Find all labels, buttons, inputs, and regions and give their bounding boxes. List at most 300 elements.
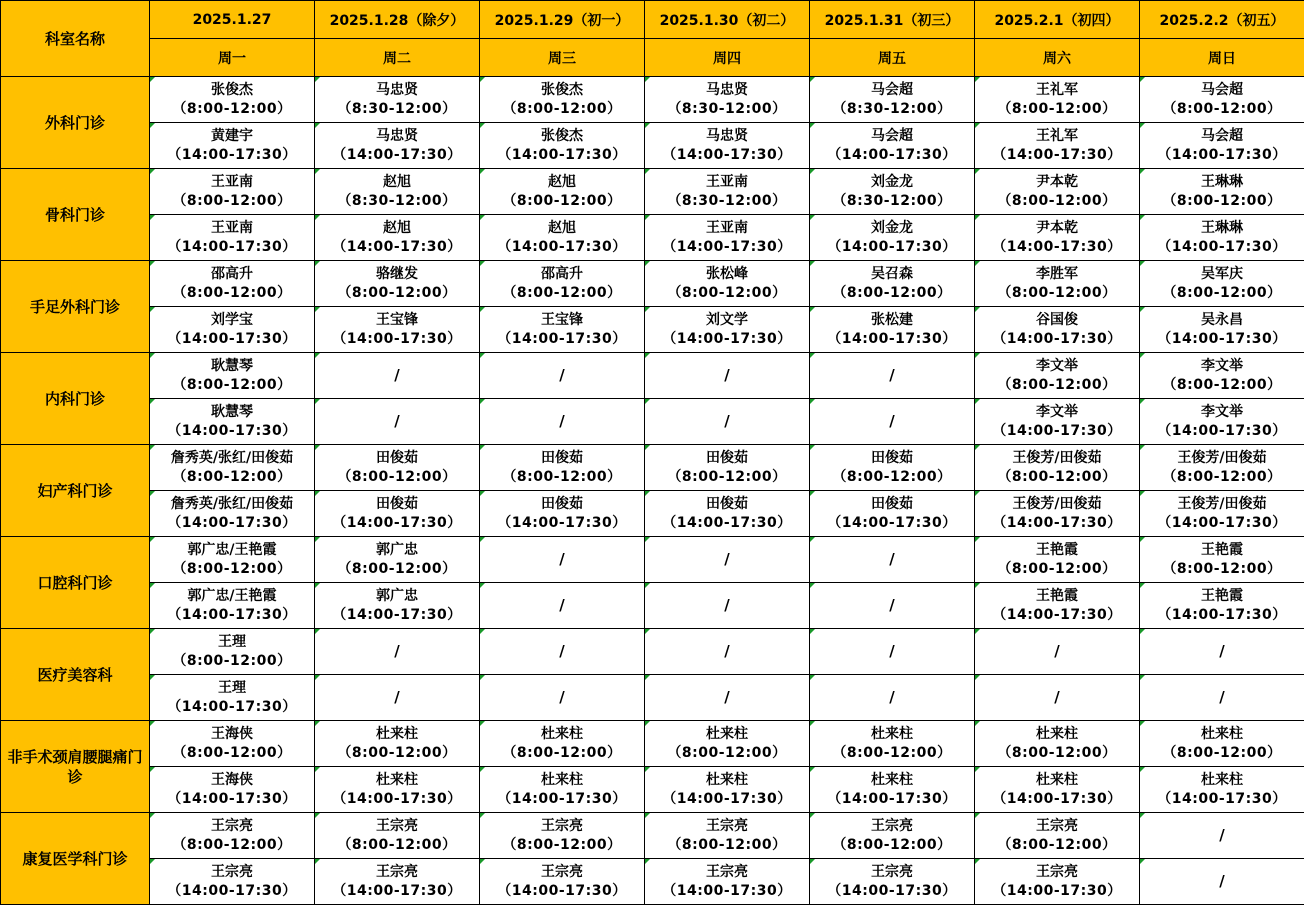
cell-marker-icon [315,215,320,220]
schedule-cell [1140,215,1304,261]
clinic-hours: （14:00-17:30） [497,514,627,531]
clinic-hours: （8:30-12:00） [832,100,952,117]
schedule-cell [480,261,645,307]
doctor-name: 刘学宝 [211,311,253,328]
department-name: 外科门诊 [1,77,150,169]
cell-marker-icon [645,675,650,680]
clinic-hours: （8:30-12:00） [337,100,457,117]
doctor-name: 吴召森 [871,265,913,282]
cell-marker-icon [150,261,155,266]
cell-marker-icon [480,491,485,496]
schedule-cell [975,537,1140,583]
doctor-name: 李文举 [1201,403,1243,420]
schedule-cell [315,169,480,215]
cell-marker-icon [1140,491,1145,496]
doctor-name: 杜来柱 [1201,725,1243,742]
department-name: 医疗美容科 [1,629,150,721]
clinic-hours: （8:00-12:00） [1162,560,1282,577]
cell-marker-icon [975,721,980,726]
schedule-cell [975,261,1140,307]
doctor-name: 田俊茹 [706,449,748,466]
cell-marker-icon [150,583,155,588]
clinic-hours: （14:00-17:30） [1157,606,1287,623]
schedule-cell [480,169,645,215]
clinic-hours: （8:00-12:00） [337,744,457,761]
cell-marker-icon [975,491,980,496]
doctor-name: 杜来柱 [706,771,748,788]
clinic-hours: （8:00-12:00） [1162,376,1282,393]
cell-marker-icon [315,675,320,680]
schedule-cell [645,537,810,583]
schedule-cell [1140,583,1304,629]
schedule-cell [1140,445,1304,491]
cell-marker-icon [315,123,320,128]
no-clinic-mark: / [724,365,730,384]
cell-marker-icon [645,215,650,220]
doctor-name: 王亚南 [706,219,748,236]
schedule-cell [645,491,810,537]
clinic-hours: （8:00-12:00） [1162,284,1282,301]
cell-marker-icon [810,399,815,404]
doctor-name: 杜来柱 [706,725,748,742]
no-clinic-mark: / [724,641,730,660]
doctor-name: 赵旭 [383,219,411,236]
cell-marker-icon [315,813,320,818]
table-row [1,445,1304,491]
doctor-name: 王宗亮 [376,817,418,834]
doctor-name: 刘金龙 [871,219,913,236]
doctor-name: 马会超 [1201,81,1243,98]
schedule-cell [1140,399,1304,445]
table-row [1,307,1304,353]
cell-marker-icon [810,859,815,864]
schedule-cell [975,445,1140,491]
schedule-cell [150,629,315,675]
doctor-name: 詹秀英/张红/田俊茹 [170,449,294,466]
cell-marker-icon [810,813,815,818]
table-row [1,215,1304,261]
department-name: 非手术颈肩腰腿痛门诊 [1,721,150,813]
schedule-cell [645,399,810,445]
schedule-cell [480,215,645,261]
cell-marker-icon [315,767,320,772]
schedule-cell [810,123,975,169]
schedule-cell [150,261,315,307]
clinic-hours: （14:00-17:30） [497,238,627,255]
doctor-name: 马忠贤 [706,127,748,144]
table-row [1,813,1304,859]
schedule-cell [150,767,315,813]
cell-marker-icon [315,445,320,450]
cell-marker-icon [480,215,485,220]
schedule-cell [480,445,645,491]
schedule-cell [975,399,1140,445]
cell-marker-icon [315,491,320,496]
doctor-name: 王宗亮 [541,817,583,834]
date-header: 2025.1.29（初一） [480,1,645,39]
no-clinic-mark: / [889,687,895,706]
doctor-name: 张松建 [871,311,913,328]
no-clinic-mark: / [724,687,730,706]
schedule-cell [1140,491,1304,537]
no-clinic-mark: / [889,549,895,568]
schedule-cell [810,629,975,675]
clinic-hours: （14:00-17:30） [992,422,1122,439]
cell-marker-icon [645,537,650,542]
clinic-hours: （8:00-12:00） [172,376,292,393]
table-row [1,491,1304,537]
cell-marker-icon [645,721,650,726]
clinic-hours: （8:00-12:00） [832,468,952,485]
schedule-cell [315,123,480,169]
schedule-cell [810,215,975,261]
schedule-cell [150,77,315,123]
clinic-hours: （14:00-17:30） [827,882,957,899]
cell-marker-icon [315,353,320,358]
schedule-cell [480,721,645,767]
schedule-cell [975,721,1140,767]
schedule-cell [150,491,315,537]
schedule-cell [480,859,645,905]
clinic-hours: （8:00-12:00） [1162,744,1282,761]
clinic-hours: （14:00-17:30） [167,514,297,531]
schedule-cell [810,813,975,859]
date-header: 2025.2.1（初四） [975,1,1140,39]
clinic-hours: （14:00-17:30） [497,146,627,163]
clinic-hours: （8:00-12:00） [667,284,787,301]
clinic-hours: （8:00-12:00） [1162,192,1282,209]
schedule-cell [810,767,975,813]
schedule-cell [150,537,315,583]
schedule-cell [315,813,480,859]
cell-marker-icon [645,123,650,128]
schedule-cell [480,123,645,169]
department-column-header: 科室名称 [1,1,150,77]
schedule-cell [975,859,1140,905]
table-body [1,77,1304,905]
schedule-cell [315,261,480,307]
no-clinic-mark: / [724,411,730,430]
clinic-hours: （8:00-12:00） [1162,100,1282,117]
cell-marker-icon [975,767,980,772]
department-name: 康复医学科门诊 [1,813,150,905]
cell-marker-icon [150,307,155,312]
no-clinic-mark: / [559,595,565,614]
no-clinic-mark: / [559,411,565,430]
clinic-hours: （8:00-12:00） [502,192,622,209]
cell-marker-icon [810,767,815,772]
schedule-cell [645,307,810,353]
no-clinic-mark: / [889,365,895,384]
schedule-cell [150,215,315,261]
doctor-name: 王宗亮 [376,863,418,880]
clinic-hours: （8:00-12:00） [667,468,787,485]
schedule-cell [315,583,480,629]
doctor-name: 吴永昌 [1201,311,1243,328]
doctor-name: 马会超 [871,127,913,144]
schedule-cell [480,399,645,445]
table-row [1,675,1304,721]
clinic-hours: （14:00-17:30） [1157,330,1287,347]
schedule-cell [315,767,480,813]
cell-marker-icon [645,399,650,404]
cell-marker-icon [480,583,485,588]
clinic-hours: （8:00-12:00） [337,284,457,301]
cell-marker-icon [150,491,155,496]
doctor-name: 杜来柱 [376,725,418,742]
date-header: 2025.1.31（初三） [810,1,975,39]
clinic-hours: （8:00-12:00） [832,744,952,761]
cell-marker-icon [150,721,155,726]
no-clinic-mark: / [394,411,400,430]
doctor-name: 杜来柱 [871,771,913,788]
cell-marker-icon [480,445,485,450]
doctor-name: 王宗亮 [211,817,253,834]
doctor-name: 王宝锋 [376,311,418,328]
schedule-cell [480,491,645,537]
cell-marker-icon [480,123,485,128]
doctor-name: 耿慧琴 [211,357,253,374]
schedule-cell [975,491,1140,537]
doctor-name: 马会超 [871,81,913,98]
clinic-hours: （14:00-17:30） [662,882,792,899]
schedule-cell [150,169,315,215]
schedule-cell [810,77,975,123]
table-row [1,77,1304,123]
clinic-hours: （8:00-12:00） [997,192,1117,209]
schedule-cell [975,169,1140,215]
clinic-hours: （14:00-17:30） [992,238,1122,255]
weekday-header: 周四 [645,39,810,77]
cell-marker-icon [645,307,650,312]
schedule-cell [315,859,480,905]
schedule-cell [480,77,645,123]
weekday-header: 周一 [150,39,315,77]
schedule-cell [1140,537,1304,583]
doctor-name: 邵高升 [541,265,583,282]
doctor-name: 吴军庆 [1201,265,1243,282]
schedule-cell [810,353,975,399]
clinic-hours: （14:00-17:30） [1157,146,1287,163]
doctor-name: 马忠贤 [376,127,418,144]
cell-marker-icon [975,353,980,358]
doctor-name: 邵高升 [211,265,253,282]
doctor-name: 王海侠 [211,725,253,742]
no-clinic-mark: / [1219,687,1225,706]
clinic-hours: （8:00-12:00） [172,468,292,485]
schedule-cell [645,215,810,261]
schedule-cell [480,307,645,353]
schedule-cell [645,675,810,721]
clinic-hours: （8:00-12:00） [172,652,292,669]
cell-marker-icon [1140,215,1145,220]
cell-marker-icon [1140,813,1145,818]
cell-marker-icon [150,537,155,542]
schedule-cell [645,583,810,629]
schedule-cell [315,675,480,721]
doctor-name: 王艳霞 [1036,541,1078,558]
doctor-name: 尹本乾 [1036,219,1078,236]
doctor-name: 马会超 [1201,127,1243,144]
cell-marker-icon [975,399,980,404]
cell-marker-icon [480,399,485,404]
clinic-hours: （14:00-17:30） [662,514,792,531]
doctor-name: 杜来柱 [871,725,913,742]
clinic-hours: （14:00-17:30） [497,330,627,347]
doctor-name: 王礼军 [1036,127,1078,144]
date-header: 2025.2.2（初五） [1140,1,1304,39]
clinic-hours: （8:00-12:00） [997,284,1117,301]
date-row [1,1,1304,39]
cell-marker-icon [315,169,320,174]
doctor-name: 杜来柱 [1036,725,1078,742]
weekday-header: 周日 [1140,39,1304,77]
doctor-name: 王亚南 [211,173,253,190]
schedule-cell [645,859,810,905]
cell-marker-icon [1140,859,1145,864]
clinic-hours: （8:00-12:00） [172,284,292,301]
cell-marker-icon [975,629,980,634]
cell-marker-icon [810,537,815,542]
no-clinic-mark: / [559,365,565,384]
schedule-cell [645,169,810,215]
clinic-hours: （8:00-12:00） [997,836,1117,853]
no-clinic-mark: / [559,687,565,706]
schedule-cell [150,859,315,905]
schedule-cell [645,353,810,399]
doctor-name: 马忠贤 [706,81,748,98]
clinic-hours: （8:00-12:00） [337,836,457,853]
doctor-name: 王宝锋 [541,311,583,328]
clinic-hours: （14:00-17:30） [992,146,1122,163]
cell-marker-icon [150,169,155,174]
doctor-name: 王宗亮 [1036,863,1078,880]
cell-marker-icon [975,675,980,680]
doctor-name: 张松峰 [706,265,748,282]
cell-marker-icon [1140,307,1145,312]
clinic-hours: （8:00-12:00） [502,284,622,301]
schedule-cell [1140,859,1304,905]
clinic-hours: （14:00-17:30） [332,790,462,807]
doctor-name: 赵旭 [548,173,576,190]
cell-marker-icon [150,399,155,404]
doctor-name: 郭广忠/王艳霞 [187,541,277,558]
schedule-cell [975,215,1140,261]
schedule-cell [975,813,1140,859]
schedule-cell [150,721,315,767]
schedule-cell [1140,629,1304,675]
clinic-hours: （14:00-17:30） [167,422,297,439]
clinic-hours: （8:00-12:00） [997,468,1117,485]
cell-marker-icon [150,215,155,220]
cell-marker-icon [150,859,155,864]
no-clinic-mark: / [889,641,895,660]
cell-marker-icon [315,261,320,266]
schedule-cell [1140,169,1304,215]
clinic-hours: （8:30-12:00） [667,100,787,117]
schedule-cell [480,583,645,629]
schedule-cell [150,399,315,445]
schedule-cell [315,445,480,491]
doctor-name: 王宗亮 [871,817,913,834]
schedule-cell [645,77,810,123]
table-row [1,399,1304,445]
schedule-cell [480,767,645,813]
cell-marker-icon [645,629,650,634]
schedule-cell [810,491,975,537]
clinic-hours: （8:00-12:00） [997,744,1117,761]
clinic-hours: （14:00-17:30） [662,238,792,255]
cell-marker-icon [315,537,320,542]
clinic-hours: （8:00-12:00） [997,560,1117,577]
cell-marker-icon [975,169,980,174]
cell-marker-icon [645,445,650,450]
table-row [1,537,1304,583]
cell-marker-icon [810,215,815,220]
cell-marker-icon [810,169,815,174]
clinic-hours: （14:00-17:30） [332,146,462,163]
cell-marker-icon [315,399,320,404]
cell-marker-icon [150,629,155,634]
schedule-cell [1140,77,1304,123]
cell-marker-icon [645,77,650,82]
clinic-hours: （14:00-17:30） [827,330,957,347]
schedule-cell [975,767,1140,813]
schedule-cell [315,77,480,123]
cell-marker-icon [645,767,650,772]
schedule-cell [1140,813,1304,859]
no-clinic-mark: / [559,641,565,660]
doctor-name: 王宗亮 [706,863,748,880]
schedule-cell [480,675,645,721]
clinic-hours: （14:00-17:30） [662,330,792,347]
doctor-name: 李文举 [1036,403,1078,420]
schedule-cell [645,813,810,859]
doctor-name: 张俊杰 [541,81,583,98]
doctor-name: 张俊杰 [541,127,583,144]
table-row [1,169,1304,215]
schedule-cell [645,767,810,813]
doctor-name: 王艳霞 [1036,587,1078,604]
schedule-cell [315,721,480,767]
schedule-cell [810,721,975,767]
clinic-hours: （14:00-17:30） [332,882,462,899]
cell-marker-icon [975,77,980,82]
schedule-cell [975,675,1140,721]
no-clinic-mark: / [889,595,895,614]
schedule-cell [975,353,1140,399]
doctor-name: 郭广忠 [376,587,418,604]
clinic-hours: （14:00-17:30） [332,514,462,531]
department-name: 妇产科门诊 [1,445,150,537]
schedule-cell [480,629,645,675]
schedule-cell [810,261,975,307]
doctor-name: 骆继发 [376,265,418,282]
schedule-cell [975,307,1140,353]
doctor-name: 杜来柱 [376,771,418,788]
table-header [1,1,1304,77]
schedule-cell [315,537,480,583]
clinic-hours: （14:00-17:30） [167,790,297,807]
doctor-name: 王亚南 [706,173,748,190]
table-row [1,123,1304,169]
cell-marker-icon [480,307,485,312]
schedule-cell [1140,261,1304,307]
doctor-name: 王礼军 [1036,81,1078,98]
schedule-cell [150,583,315,629]
cell-marker-icon [1140,353,1145,358]
clinic-hours: （14:00-17:30） [662,790,792,807]
